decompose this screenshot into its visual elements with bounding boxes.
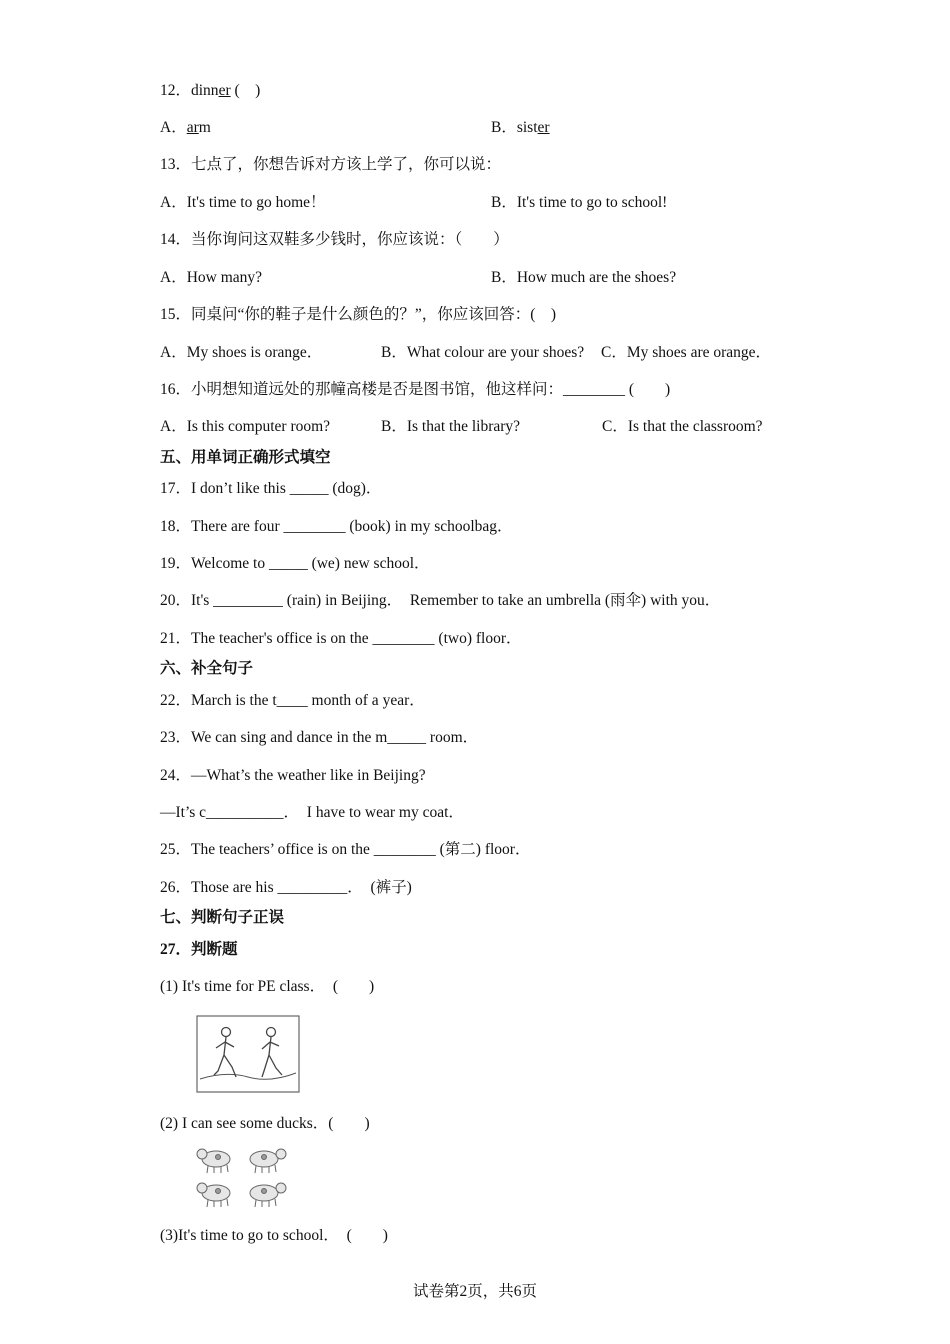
question-16-option-b: B．Is that the library? xyxy=(381,418,521,435)
section-7-heading: 七、判断句子正误 xyxy=(160,909,285,926)
question-15: 15．同桌问“你的鞋子是什么颜色的？”，你应该回答：( ) xyxy=(160,306,557,323)
section-6-heading: 六、补全句子 xyxy=(160,660,254,677)
question-18: 18．There are four ________ (book) in my schoolbag． xyxy=(160,518,513,535)
question-22: 22．March is the t____ month of a year． xyxy=(160,692,425,709)
question-27-2: (2) I can see some ducks．( ) xyxy=(160,1115,370,1132)
question-27-3: (3)It's time to go to school． ( ) xyxy=(160,1227,388,1244)
animal-icon xyxy=(197,1149,230,1173)
question-27: 27．判断题 xyxy=(160,941,238,958)
question-23: 23．We can sing and dance in the m_____ room． xyxy=(160,729,479,746)
animal-icon xyxy=(197,1183,230,1207)
question-13-option-a: A．It's time to go home！ xyxy=(160,194,326,211)
question-25: 25．The teachers’ office is on the ________ (第二) floor． xyxy=(160,841,531,858)
section-5-heading: 五、用单词正确形式填空 xyxy=(160,449,331,466)
question-12-option-a: A．arm xyxy=(160,119,211,136)
question-14-option-b: B．How much are the shoes? xyxy=(491,269,677,286)
question-27-1: (1) It's time for PE class． ( ) xyxy=(160,978,375,995)
runners-picture xyxy=(196,1015,300,1093)
question-24-answer-line: —It’s c__________． I have to wear my coat． xyxy=(160,804,464,821)
animal-icon xyxy=(250,1149,286,1173)
question-21: 21．The teacher's office is on the ________ (two) floor． xyxy=(160,630,522,647)
question-12-option-b: B．sister xyxy=(491,119,550,136)
question-16: 16．小明想知道远处的那幢高楼是否是图书馆，他这样问：________ ( ) xyxy=(160,381,671,398)
question-20: 20．It's _________ (rain) in Beijing． Remember to take an umbrella (雨伞) with you． xyxy=(160,592,721,609)
question-17: 17．I don’t like this _____ (dog)． xyxy=(160,480,382,497)
animal-icon xyxy=(250,1183,286,1207)
question-14-option-a: A．How many? xyxy=(160,269,263,286)
question-15-option-c: C．My shoes are orange． xyxy=(601,344,772,361)
question-15-option-b: B．What colour are your shoes? xyxy=(381,344,585,361)
animals-picture xyxy=(194,1142,290,1212)
question-13-option-b: B．It's time to go to school! xyxy=(491,194,668,211)
page-footer: 试卷第2页，共6页 xyxy=(412,1283,537,1300)
question-16-option-a: A．Is this computer room? xyxy=(160,418,331,435)
question-19: 19．Welcome to _____ (we) new school． xyxy=(160,555,430,572)
question-14: 14．当你询问这双鞋多少钱时，你应该说：（ ） xyxy=(160,231,509,248)
question-24: 24．—What’s the weather like in Beijing? xyxy=(160,767,426,784)
question-12: 12．dinner ( ) xyxy=(160,82,261,99)
question-13: 13．七点了，你想告诉对方该上学了，你可以说： xyxy=(160,156,502,173)
question-16-option-c: C．Is that the classroom? xyxy=(602,418,763,435)
question-15-option-a: A．My shoes is orange． xyxy=(160,344,323,361)
question-26: 26．Those are his _________． (裤子) xyxy=(160,879,412,896)
